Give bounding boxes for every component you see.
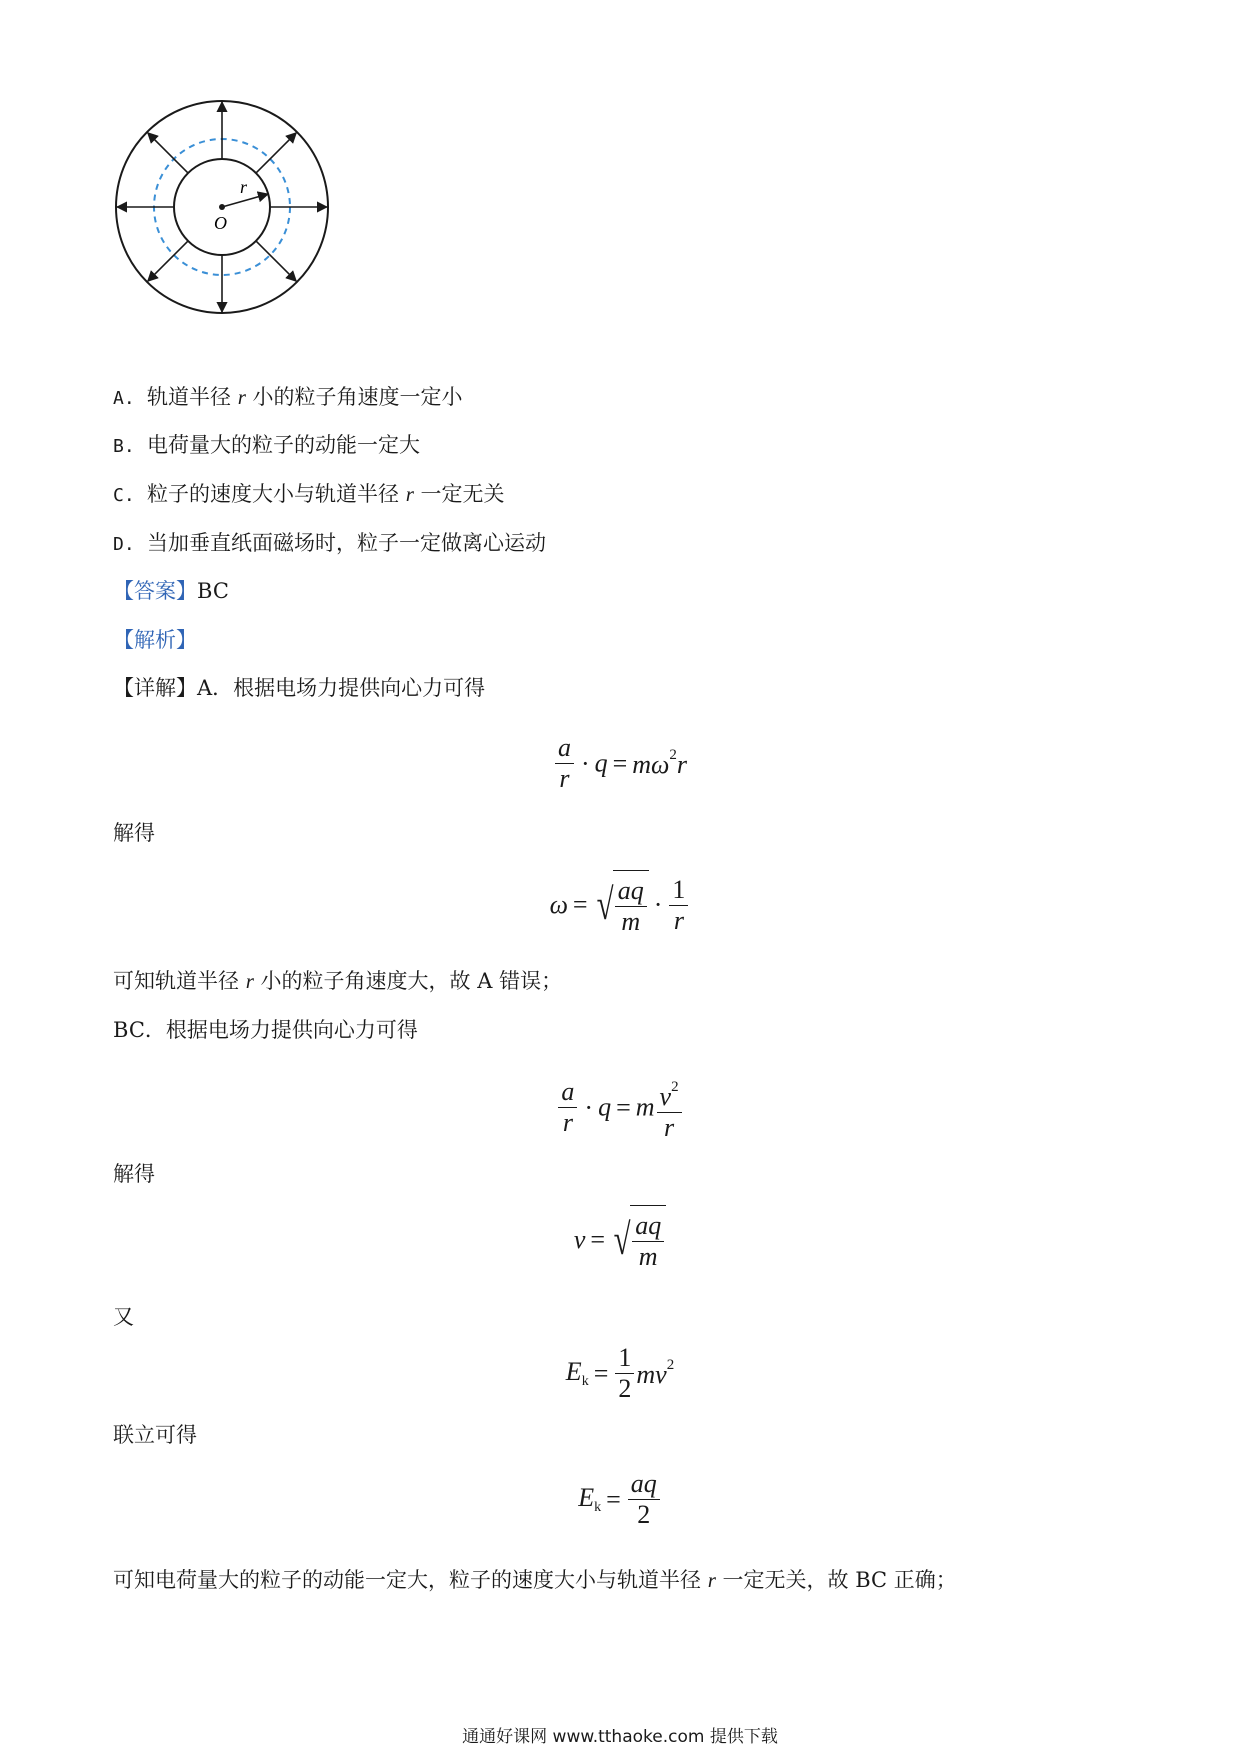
equation-1: $\frac{a}{r}$ · $q = m\omega^2r$ xyxy=(0,733,1240,794)
radial-field-diagram xyxy=(110,95,335,320)
equation-3: $\frac{a}{r}$ · q = m $\frac{v^2}{r}$ xyxy=(0,1072,1240,1143)
option-a: A. 轨道半径 r 小的粒子角速度一定小 xyxy=(113,382,463,414)
solve-label-2: 解得 xyxy=(113,1162,155,1186)
combine-label: 联立可得 xyxy=(113,1423,197,1447)
radius-label: r xyxy=(240,177,248,197)
equation-5: $E_k$ = $\frac{1}{2}$ $mv^2$ xyxy=(565,1343,675,1403)
answer-value: BC xyxy=(197,579,229,603)
answer-line xyxy=(113,576,229,606)
answer-tag: 【答案】 xyxy=(113,579,197,603)
field-arrow xyxy=(256,241,296,281)
option-key: B. xyxy=(113,436,135,457)
detail-line: 【详解】A．根据电场力提供向心力可得 xyxy=(113,676,486,700)
conclusion-a-line: 可知轨道半径 r 小的粒子角速度大，故 A 错误； xyxy=(113,969,563,993)
equation-6: $E_k$ = $\frac{aq}{2}$ xyxy=(0,1469,1240,1530)
footer-source: 通通好课网 www.tthaoke.com 提供下载 xyxy=(462,1727,778,1747)
option-b: B. 电荷量大的粒子的动能一定大 xyxy=(113,430,420,462)
bc-line: BC．根据电场力提供向心力可得 xyxy=(113,1018,418,1042)
center-label: O xyxy=(214,213,227,233)
analysis-tag: 【解析】 xyxy=(113,628,197,652)
option-d: D. 当加垂直纸面磁场时，粒子一定做离心运动 xyxy=(113,528,546,560)
detail-tag: 【详解】 xyxy=(113,676,197,700)
option-key: C. xyxy=(113,485,135,506)
also-label: 又 xyxy=(113,1305,134,1329)
solve-label-1: 解得 xyxy=(113,821,155,845)
option-key: D. xyxy=(113,534,135,555)
equation-4: v = √ $\frac{aq}{m}$ xyxy=(0,1205,1240,1275)
final-line: 可知电荷量大的粒子的动能一定大，粒子的速度大小与轨道半径 r 一定无关，故 BC 正确； xyxy=(113,1568,957,1592)
equation-2: ω = √ $\frac{aq}{m}$ · $\frac{1}{r}$ xyxy=(0,870,1240,940)
option-key: A. xyxy=(113,388,135,409)
analysis-line xyxy=(113,625,197,655)
option-c: C. 粒子的速度大小与轨道半径 r 一定无关 xyxy=(113,479,505,511)
center-dot xyxy=(219,204,225,210)
